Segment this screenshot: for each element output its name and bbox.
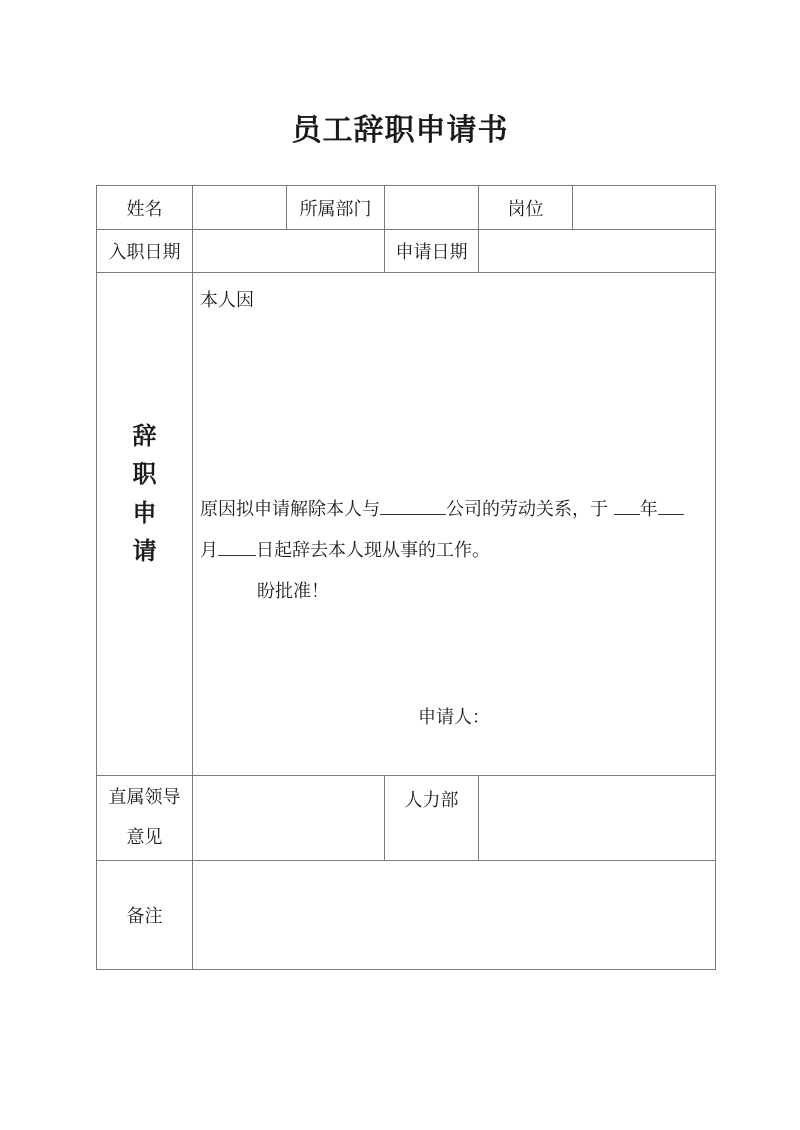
position-label: 岗位 [507,198,544,220]
statement-line-2 [200,536,490,562]
supervisor-opinion-field[interactable] [193,776,384,860]
name-field[interactable] [193,186,286,229]
reason-field[interactable] [200,316,708,486]
section-label-char: 辞 [132,422,157,450]
statement-text: 日起辞去本人现从事的工作。 [256,540,490,561]
year-blank[interactable] [614,496,640,515]
apply-date-field[interactable] [479,230,715,272]
department-field[interactable] [385,186,478,229]
applicant-signature-field[interactable] [507,696,697,728]
name-label: 姓名 [126,198,163,220]
remarks-label: 备注 [126,906,163,927]
remarks-field[interactable] [193,861,715,969]
month-blank[interactable] [658,496,684,515]
supervisor-opinion-label [97,776,192,860]
statement-text: 原因拟申请解除本人与 [200,499,380,520]
supervisor-label-line: 直属领导 [108,787,181,808]
apply-date-label: 申请日期 [395,242,468,263]
section-label-char: 职 [132,460,157,489]
supervisor-label-line: 意见 [126,827,163,848]
reason-prefix: 本人因 [200,290,254,311]
document-title: 员工辞职申请书 [291,113,509,148]
statement-text: 公司的劳动关系，于 [446,499,614,520]
department-label: 所属部门 [299,198,372,220]
statement-text: 月 [200,540,218,561]
section-label-resignation [97,416,192,566]
statement-line-1 [200,495,684,521]
hire-date-field[interactable] [193,230,384,272]
applicant-label: 申请人： [418,707,490,728]
hr-label: 人力部 [404,790,459,811]
row-divider [97,272,715,273]
statement-text: 年 [639,499,658,520]
company-blank[interactable] [380,496,446,515]
hire-date-label: 入职日期 [108,242,181,263]
section-label-char: 申 [132,498,157,527]
section-label-char: 请 [132,536,157,565]
day-blank[interactable] [218,537,256,556]
closing-text: 盼批准！ [257,581,329,602]
hr-opinion-field[interactable] [479,776,715,860]
position-field[interactable] [573,186,715,229]
resignation-form [96,185,716,970]
